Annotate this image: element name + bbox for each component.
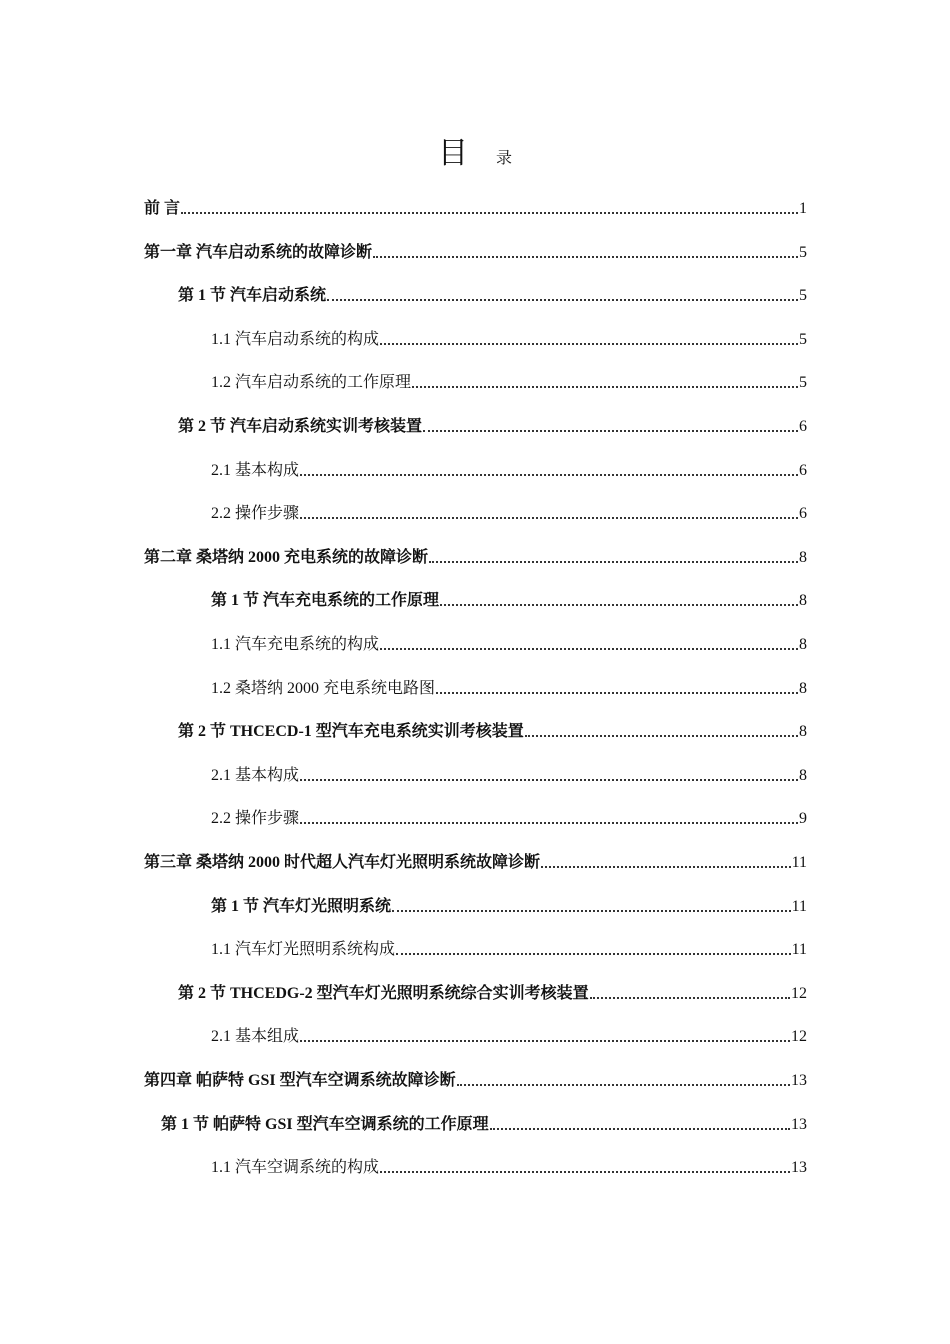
toc-entry-label: 2.2 操作步骤 — [211, 810, 300, 827]
toc-entry-page-number: 5 — [799, 287, 807, 304]
toc-entry-label: 2.1 基本构成 — [211, 767, 300, 784]
toc-entry-label: 2.1 基本构成 — [211, 462, 300, 479]
toc-entry-label: 2.2 操作步骤 — [211, 505, 300, 522]
toc-entry-page-number: 8 — [799, 636, 807, 653]
toc-entry-page-number: 12 — [791, 985, 807, 1002]
toc-entry-label: 前 言 — [144, 200, 181, 217]
toc-title-sub: 录 — [495, 148, 512, 167]
toc-dot-leader — [541, 866, 791, 868]
toc-entry-page-number: 11 — [791, 854, 807, 871]
toc-entry-label: 第 2 节 THCEDG-2 型汽车灯光照明系统综合实训考核装置 — [178, 985, 589, 1002]
toc-entry-label: 1.1 汽车充电系统的构成 — [211, 636, 380, 653]
toc-entry-page-number: 11 — [791, 898, 807, 915]
toc-entry-label: 1.2 汽车启动系统的工作原理 — [211, 374, 412, 391]
toc-entry[interactable] — [211, 587, 807, 611]
toc-entry-label: 1.1 汽车启动系统的构成 — [211, 331, 380, 348]
toc-entry[interactable] — [144, 195, 807, 219]
toc-entry-label: 第 1 节 帕萨特 GSI 型汽车空调系统的工作原理 — [161, 1116, 489, 1133]
toc-entry-label: 1.2 桑塔纳 2000 充电系统电路图 — [211, 680, 436, 697]
toc-dot-leader — [300, 822, 798, 824]
toc-entry-page-number: 5 — [799, 244, 807, 261]
toc-entry-page-number: 1 — [799, 200, 807, 217]
toc-entry[interactable] — [211, 893, 807, 917]
toc-entry-label: 第四章 帕萨特 GSI 型汽车空调系统故障诊断 — [144, 1072, 456, 1089]
toc-entry[interactable] — [178, 718, 807, 742]
toc-entry-page-number: 8 — [799, 680, 807, 697]
toc-dot-leader — [181, 212, 798, 214]
toc-entry[interactable] — [211, 369, 807, 393]
toc-entry-label: 第 2 节 汽车启动系统实训考核装置 — [178, 418, 423, 435]
toc-entry-page-number: 8 — [799, 592, 807, 609]
toc-dot-leader — [440, 604, 798, 606]
toc-entry[interactable] — [211, 326, 807, 350]
toc-entry[interactable] — [211, 500, 807, 524]
toc-entry-page-number: 5 — [799, 374, 807, 391]
toc-entry[interactable] — [211, 1023, 807, 1047]
toc-entry-page-number: 11 — [791, 941, 807, 958]
toc-entry-label: 第三章 桑塔纳 2000 时代超人汽车灯光照明系统故障诊断 — [144, 854, 541, 871]
toc-entry-label: 第 1 节 汽车启动系统 — [178, 287, 327, 304]
toc-title-main: 目 — [437, 136, 468, 171]
toc-entry-label: 第 1 节 汽车充电系统的工作原理 — [211, 592, 440, 609]
toc-entry-label: 1.1 汽车空调系统的构成 — [211, 1159, 380, 1176]
toc-dot-leader — [412, 386, 798, 388]
toc-dot-leader — [380, 343, 798, 345]
toc-entry-label: 1.1 汽车灯光照明系统构成 — [211, 941, 396, 958]
toc-dot-leader — [300, 1040, 790, 1042]
toc-entry[interactable] — [178, 282, 807, 306]
toc-entry-page-number: 8 — [799, 549, 807, 566]
toc-entry[interactable] — [211, 762, 807, 786]
toc-dot-leader — [300, 779, 798, 781]
toc-entry-page-number: 6 — [799, 462, 807, 479]
toc-dot-leader — [429, 561, 798, 563]
toc-entry-page-number: 6 — [799, 505, 807, 522]
toc-entry[interactable] — [144, 239, 807, 263]
toc-dot-leader — [590, 997, 790, 999]
toc-dot-leader — [300, 517, 798, 519]
toc-entry[interactable] — [211, 1154, 807, 1178]
toc-entry-page-number: 12 — [791, 1028, 807, 1045]
toc-entry-page-number: 13 — [791, 1072, 807, 1089]
toc-dot-leader — [457, 1084, 790, 1086]
toc-title — [0, 128, 950, 172]
toc-entry-label: 第 2 节 THCECD-1 型汽车充电系统实训考核装置 — [178, 723, 524, 740]
toc-entry-page-number: 9 — [799, 810, 807, 827]
toc-entry[interactable] — [211, 631, 807, 655]
toc-entry[interactable] — [144, 849, 807, 873]
toc-entry-page-number: 8 — [799, 767, 807, 784]
toc-entry-label: 第一章 汽车启动系统的故障诊断 — [144, 244, 373, 261]
toc-dot-leader — [436, 692, 798, 694]
toc-entry[interactable] — [211, 805, 807, 829]
toc-dot-leader — [327, 299, 798, 301]
toc-dot-leader — [392, 910, 791, 912]
toc-entry-label: 2.1 基本组成 — [211, 1028, 300, 1045]
toc-entry-label: 第二章 桑塔纳 2000 充电系统的故障诊断 — [144, 549, 429, 566]
toc-entry-page-number: 8 — [799, 723, 807, 740]
toc-entry-page-number: 13 — [791, 1159, 807, 1176]
toc-dot-leader — [373, 256, 798, 258]
toc-dot-leader — [525, 735, 798, 737]
toc-entry-page-number: 13 — [791, 1116, 807, 1133]
toc-entry[interactable] — [178, 413, 807, 437]
toc-dot-leader — [490, 1128, 790, 1130]
toc-entry-page-number: 6 — [799, 418, 807, 435]
toc-entry[interactable] — [178, 980, 807, 1004]
toc-dot-leader — [380, 648, 798, 650]
toc-entry[interactable] — [211, 675, 807, 699]
toc-dot-leader — [300, 474, 798, 476]
toc-dot-leader — [423, 430, 798, 432]
toc-entry-page-number: 5 — [799, 331, 807, 348]
toc-dot-leader — [380, 1171, 790, 1173]
toc-entry-label: 第 1 节 汽车灯光照明系统 — [211, 898, 392, 915]
toc-entry[interactable] — [144, 1067, 807, 1091]
toc-entry[interactable] — [211, 457, 807, 481]
toc-entry[interactable] — [161, 1111, 807, 1135]
toc-entry[interactable] — [211, 936, 807, 960]
toc-entry[interactable] — [144, 544, 807, 568]
toc-dot-leader — [396, 953, 791, 955]
